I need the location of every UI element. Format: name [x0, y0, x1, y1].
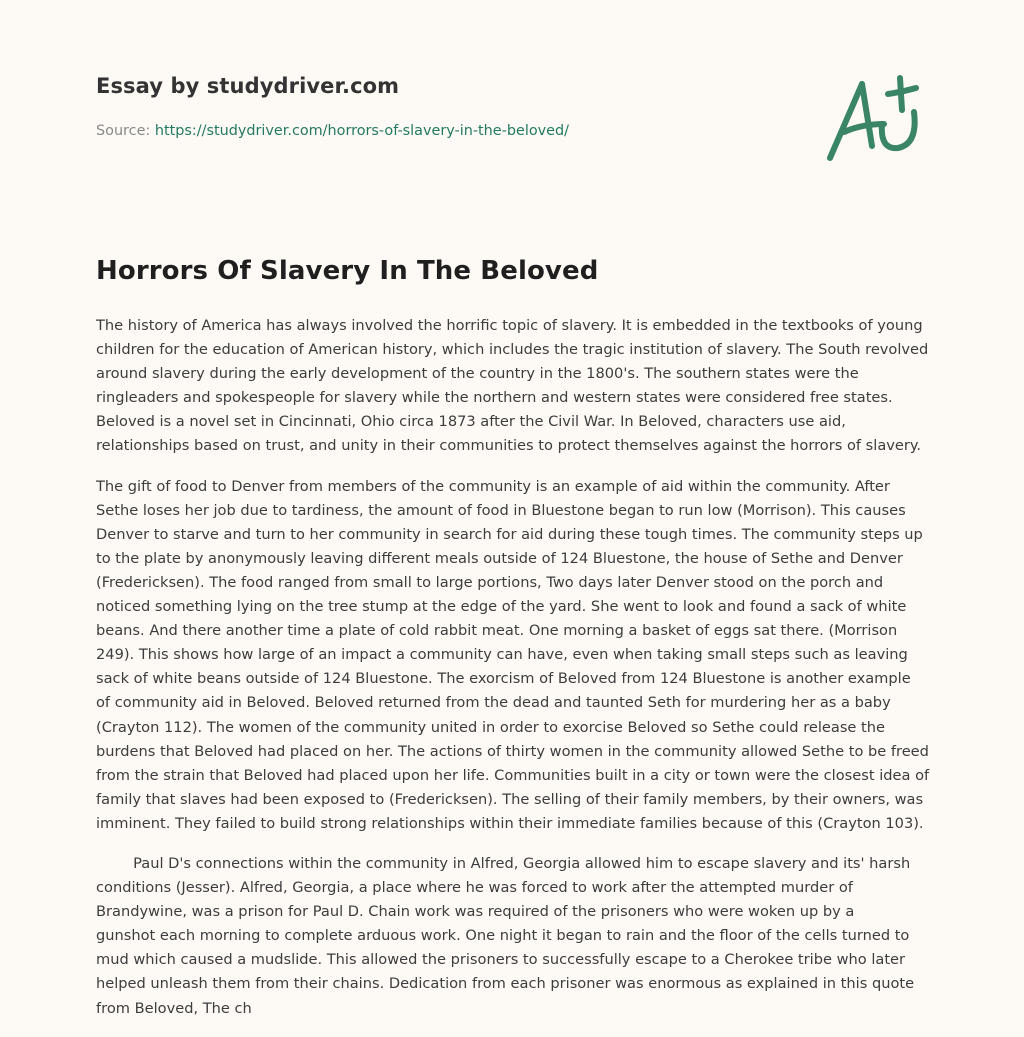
text-line: burdens that Beloved had placed on her. The actions of thirty women in the community allowed Sethe to be freed: [96, 742, 929, 760]
text-line: of community aid in Beloved. Beloved returned from the dead and taunted Seth for murdering her as a baby: [96, 694, 891, 712]
text-line: around slavery during the early development of the country in the 1800's. The southern states were the: [96, 365, 859, 383]
text-line: to the plate by anonymously leaving different meals outside of 124 Bluestone, the house of Sethe and Denver: [96, 549, 903, 567]
essay-title: Horrors Of Slavery In The Beloved: [96, 256, 599, 286]
text-line: Brandywine, was a prison for Paul D. Chain work was required of the prisoners who were woken up by a: [96, 903, 855, 921]
text-line: Sethe loses her job due to tardiness, the amount of food in Bluestone began to run low (Morrison). This causes: [96, 501, 906, 519]
source-link[interactable]: https://studydriver.com/horrors-of-slavery-in-the-beloved/: [154, 123, 569, 139]
text-line: (Fredericksen). The food ranged from small to large portions, Two days later Denver stood on the porch and: [96, 573, 884, 591]
text-line: beans. And there another time a plate of cold rabbit meat. One morning a basket of eggs sat there. (Morrison: [96, 622, 898, 640]
text-line: Denver to starve and turn to her community in search for aid during these tough times. The community steps up: [96, 525, 923, 543]
text-line: ringleaders and spokespeople for slavery while the northern and western states were considered free states.: [96, 389, 893, 407]
text-line: mud which caused a mudslide. This allowed the prisoners to successfully escape to a Cherokee tribe who later: [96, 951, 906, 969]
text-line: imminent. They failed to build strong relationships within their immediate families because of this (Crayton 103).: [96, 814, 924, 832]
text-line: The history of America has always involved the horrific topic of slavery. It is embedded in the textbooks of young: [96, 317, 923, 334]
text-line: gunshot each morning to complete arduous work. One night it began to rain and the floor of the cells turned to: [96, 927, 910, 945]
text-line: from the strain that Beloved had placed upon her life. Communities built in a city or town were the closest idea of: [96, 766, 930, 784]
text-line: from Beloved, The ch: [96, 999, 252, 1017]
source-label: Source:: [96, 123, 155, 139]
essay-paragraph-3: [96, 852, 936, 1021]
text-line: sack of white beans outside of 124 Bluestone. The exorcism of Beloved from 124 Bluestone is another example: [96, 670, 911, 688]
text-line: noticed something lying on the tree stump at the edge of the yard. She went to look and found a sack of white: [96, 598, 907, 616]
essay-body: [96, 314, 936, 1037]
text-line: The gift of food to Denver from members of the community is an example of aid within the community. After: [96, 477, 890, 495]
text-line: Beloved is a novel set in Cincinnati, Ohio circa 1873 after the Civil War. In Beloved, characters use aid,: [96, 413, 846, 431]
text-line: children for the education of American history, which includes the tragic institution of slavery. The South revolved: [96, 341, 929, 359]
text-line: Paul D's connections within the community in Alfred, Georgia allowed him to escape slavery and its' harsh: [96, 854, 911, 872]
text-line: conditions (Jesser). Alfred, Georgia, a place where he was forced to work after the attempted murder of: [96, 879, 853, 897]
text-line: family that slaves had been exposed to (Fredericksen). The selling of their family members, by their owners, was: [96, 790, 924, 808]
text-line: helped unleash them from their chains. Dedication from each prisoner was enormous as explained in this quote: [96, 975, 915, 993]
text-line: (Crayton 112). The women of the community united in order to exorcise Beloved so Sethe could release the: [96, 718, 886, 736]
source-line: [96, 123, 569, 139]
text-line: 249). This shows how large of an impact a community can have, even when taking small steps such as leaving: [96, 646, 908, 664]
essay-paragraph-2: [96, 475, 936, 836]
essay-paragraph-1: [96, 314, 936, 459]
a-plus-grade-icon: [822, 66, 928, 166]
text-line: relationships based on trust, and unity in their communities to protect themselves against the horrors of slavery.: [96, 437, 922, 455]
site-brand: Essay by studydriver.com: [96, 74, 400, 98]
